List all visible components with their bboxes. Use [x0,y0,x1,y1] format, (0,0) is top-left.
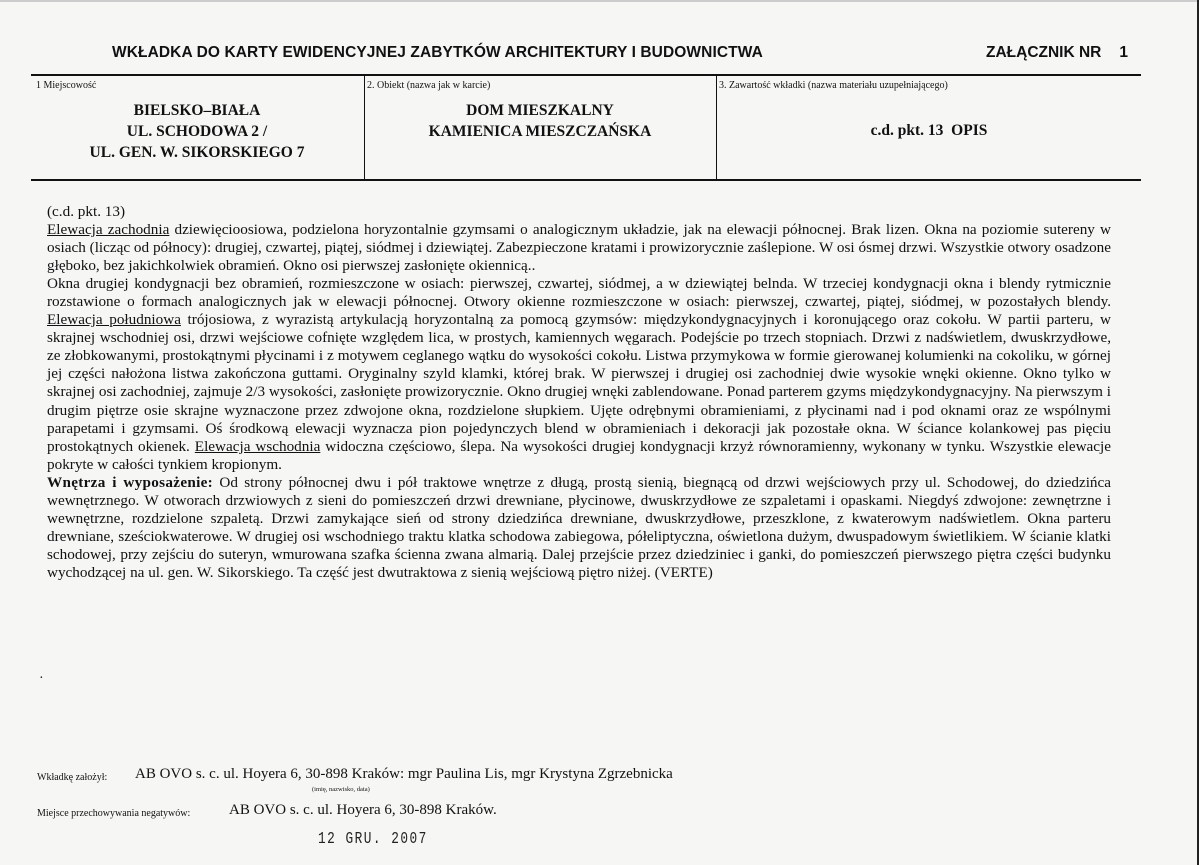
object-value [370,100,710,142]
continuation-note: (c.d. pkt. 13) [47,203,126,220]
west-elevation-heading: Elewacja zachodnia [47,221,170,239]
founded-label: Wkładkę założył: [37,772,108,783]
paragraph-interior [47,474,1111,582]
content-value: c.d. pkt. 13 OPIS [870,122,988,139]
negatives-label: Miejsce przechowywania negatywów: [37,808,191,819]
form-title: WKŁADKA DO KARTY EWIDENCYJNEJ ZABYTKÓW ARCHITEKTURY I BUDOWNICTWA [112,44,763,61]
locality-label: 1 Miejscowość [36,80,97,91]
east-elevation-heading: Elewacja wschodnia [194,437,321,455]
interior-heading: Wnętrza i wyposażenie: [47,473,214,491]
south-elevation-text: trójosiowa, z wyrazistą artykulacją horyzontalną za pomocą gzymsów: międzykondygnacyjnych i koronującego oraz cokołu. W partii parteru, w skrajnej wschodniej osi, drzwi wejściowe cofnięte względem lica, w prostych, kamiennych węgarach. Podejście po trzech stopniach. Drzwi z nadświetlem, dwuskrzydłowe, ze złobkowanymi, prostokątnymi płycinami i z motywem ceglanego wątku do wysokości cokołu. Listwa przymykowa w formie gierowanej kolumienki na cokoliku, w górnej jej części nałożona listwa zakończona guttami. Oryginalny szyld klamki, której brak. W pierwszej i drugiej osi zachodniej dwie wysokie wnęki okienne. Okno tylko w skrajnej osi zachodniej, zajmuje 2/3 wysokości, zasłonięte prowizorycznie. Okno drugiej wnęki zablendowane. Ponad parterem gzyms międzykondygnacyjny. Na pierwszym i drugim piętrze osie skrajne wyznaczone przez zdwojone okna, rozdzielone słupkiem. Ujęte odrębnymi obramieniami, z płycinami nad i pod oknami oraz ze wspólnymi parapetami i gzymsami. Oś środkową elewacji wyznacza pion pojedynczych blend w obramieniach i dekoracji jak pozostałe okna. W ściance kolankowej pas pięciu prostokątnych okienek. [47,311,1111,455]
table-divider-2 [716,74,717,180]
locality-line: BIELSKO–BIAŁA [133,102,261,119]
date-stamp: 12 GRU. 2007 [318,830,428,849]
annex-number: 1 [1119,44,1128,61]
table-divider-1 [364,74,365,180]
page-top-edge [0,0,1199,2]
paragraph-west [47,221,1111,275]
description-text [47,203,1111,582]
locality-line: UL. GEN. W. SIKORSKIEGO 7 [89,144,305,161]
annex-label [986,44,1128,62]
interior-text: Od strony północnej dwu i pół traktowe wnętrze z długą, prostą sienią, biegnącą od drzwi wejściowych przy ul. Schodowej, do dziedzińca wewnętrznego. W otworach drzwiowych z sieni do pomieszczeń drzwi drewniane, płycinowe, dwuskrzydłowe ze szpaletami i opaskami. Niegdyś zdwojone: zewnętrzne i wewnętrzne, rozdzielone szpaletą. Drzwi zamykające sień od strony dziedzińca drewniane, dwuskrzydłowe, przeszklone, z kwaterowym nadświetlem. Okna parteru drewniane, sześciokwaterowe. W drugiej osi wschodniego traktu klatka schodowa zabiegowa, półeliptyczna, oświetlona dużym, dwuspadowym świetlikiem. W ścianie klatki schodowej, przy zejściu do suteryn, wmurowana szafka ścienna zwana almarią. Dalej przejście przez dziedziniec i ganki, do pomieszczeń pierwszego piętra części budynku wychodzącej na ul. gen. W. Sikorskiego. Ta część jest dwutraktowa z sienią wejściową piętro niżej. (VERTE) [47,473,1111,581]
object-line: DOM MIESZKALNY [466,102,614,119]
founded-subcaption: (imię, nazwisko, data) [312,786,370,793]
annex-label-text: ZAŁĄCZNIK NR [986,44,1102,61]
paragraph-elevations [47,275,1111,474]
content-label: 3. Zawartość wkładki (nazwa materiału uzupełniającego) [719,80,948,91]
south-elevation-heading: Elewacja południowa [47,311,181,329]
object-label: 2. Obiekt (nazwa jak w karcie) [367,80,491,91]
windows-text: Okna drugiej kondygnacji bez obramień, rozmieszczone w osiach: pierwszej, czwartej, siódmej, a w dziewiątej belnda. W trzeciej kondygnacji okna i blendy rytmicznie rozstawione o formach analogicznych jak w elewacji północnej. Otwory okienne rozmieszczone w osiach: pierwszej, czwartej, piątej, siódmej, w pozostałych blendy. [47,275,1111,311]
east-elevation-text: widoczna częściowo, ślepa. Na wysokości drugiej kondygnacji krzyż równoramienny, wykonany w tynku. Wszystkie elewacje pokryte w całości tynkiem kropionym. [47,437,1112,473]
founded-value: AB OVO s. c. ul. Hoyera 6, 30-898 Kraków: mgr Paulina Lis, mgr Krystyna Zgrzebnicka [135,766,673,782]
west-elevation-text: dziewięcioosiowa, podzielona horyzontalnie gzymsami o analogicznym układzie, jak na elewacji północnej. Brak lizen. Okna na poziomie sutereny w osiach (licząc od północy): drugiej, czwartej, piątej, siódmej i dziewiątej. Zabezpieczone kratami i prowizorycznie zaślepione. W osi ósmej drzwi. Wszystkie otwory osadzone głęboko, bez jakichkolwiek obramień. Okno osi pierwszej zasłonięte okiennicą.. [47,221,1111,275]
stray-dot: · [39,671,44,686]
negatives-value: AB OVO s. c. ul. Hoyera 6, 30-898 Kraków. [229,802,497,818]
object-line: KAMIENICA MIESZCZAŃSKA [428,123,652,140]
table-top-rule [31,74,1141,76]
table-bottom-rule [31,179,1141,181]
locality-value [38,100,356,163]
locality-line: UL. SCHODOWA 2 / [126,123,268,140]
